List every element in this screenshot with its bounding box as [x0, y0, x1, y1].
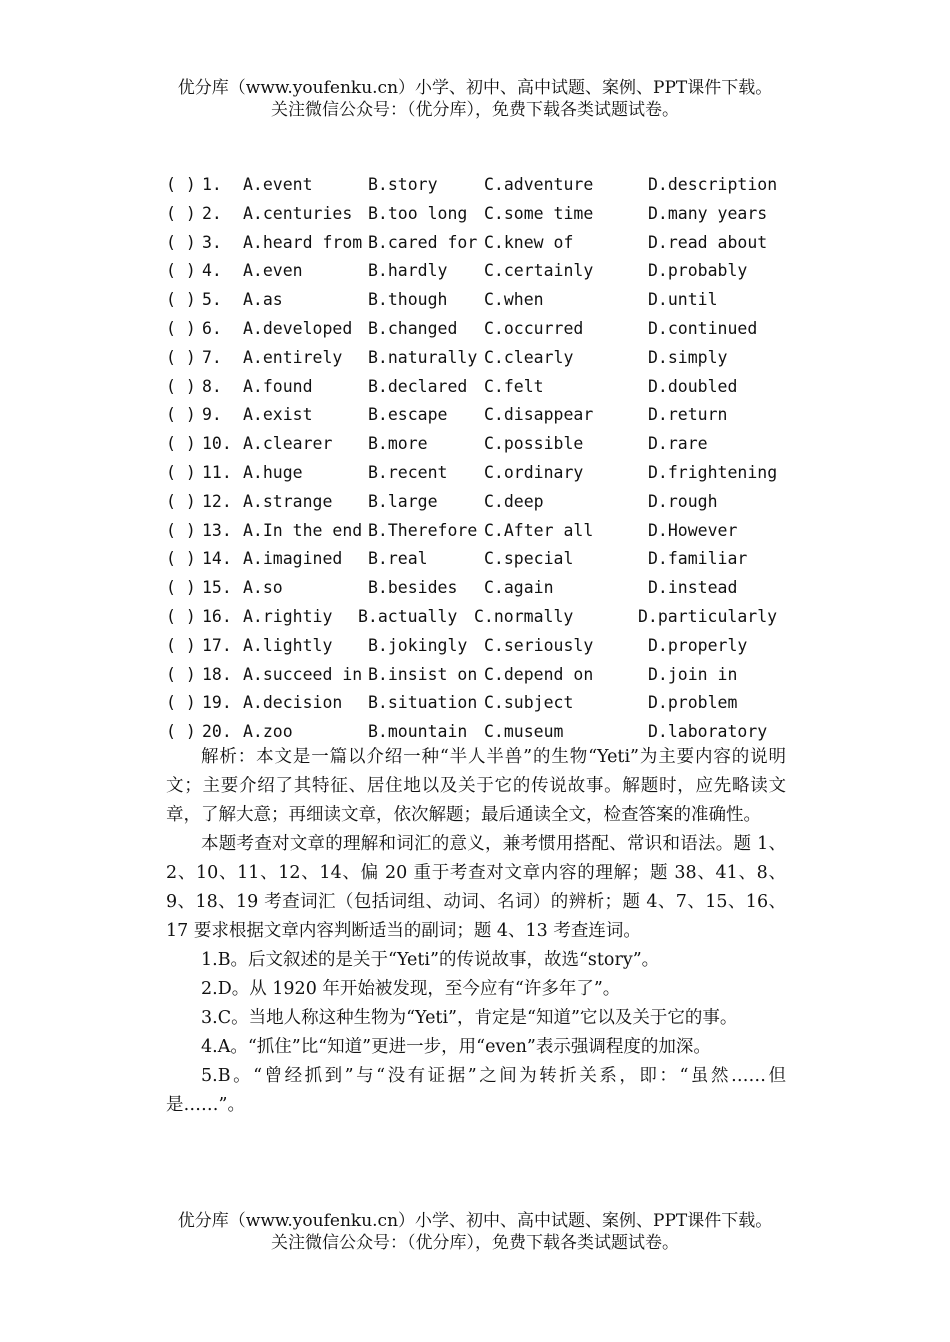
question-row: [166, 661, 786, 690]
question-row: [166, 689, 786, 718]
option-b: B.actually: [358, 606, 458, 626]
question-row: [166, 603, 786, 632]
question-number: 19.: [202, 693, 232, 713]
option-b: B.hardly: [368, 261, 448, 281]
question-row: [166, 517, 786, 546]
option-c: C.normally: [474, 606, 574, 626]
question-number: 1.: [202, 175, 222, 194]
footer-line-1: 优分库（www.youfenku.cn）小学、初中、高中试题、案例、PPT课件下载。: [177, 1211, 773, 1231]
option-a: A.lightly: [243, 635, 333, 655]
answer-blank: ( ): [166, 606, 196, 626]
question-number: 15.: [202, 578, 232, 598]
question-row: [166, 401, 786, 430]
answer-blank: ( ): [166, 405, 196, 425]
option-b: B.more: [368, 434, 428, 454]
question-row: [166, 257, 786, 286]
option-c: C.deep: [484, 491, 544, 511]
option-d: D.probably: [648, 261, 748, 281]
option-a: A.heard from: [243, 232, 363, 252]
answer-3: 3.C。当地人称这种生物为“Yeti”，肯定是“知道”它以及关于它的事。: [201, 1008, 738, 1028]
option-a: A.strange: [243, 491, 333, 511]
answer-4: 4.A。“抓住”比“知道”更进一步，用“even”表示强调程度的加深。: [201, 1037, 711, 1057]
option-b: B.cared for: [368, 232, 478, 252]
question-number: 16.: [202, 606, 232, 626]
question-number: 17.: [202, 635, 232, 655]
page-footer: [0, 1210, 950, 1254]
question-row: [166, 488, 786, 517]
option-a: A.found: [243, 376, 313, 396]
question-number: 12.: [202, 491, 232, 511]
answer-1: 1.B。后文叙述的是关于“Yeti”的传说故事，故选“story”。: [201, 950, 660, 970]
answer-blank: ( ): [166, 318, 196, 338]
option-a: A.exist: [243, 405, 313, 425]
option-c: C.disappear: [484, 405, 594, 425]
question-number: 4.: [202, 261, 222, 281]
page-header: [0, 77, 950, 121]
option-c: C.felt: [484, 376, 544, 396]
option-b: B.story: [368, 175, 438, 194]
answer-blank: ( ): [166, 376, 196, 396]
question-row: [166, 373, 786, 402]
question-number: 9.: [202, 405, 222, 425]
question-number: 7.: [202, 347, 222, 367]
option-c: C.adventure: [484, 175, 594, 194]
answer-blank: ( ): [166, 578, 196, 598]
option-a: A.imagined: [243, 549, 343, 569]
analysis-section: [166, 743, 786, 1120]
option-c: C.depend on: [484, 664, 594, 684]
option-b: B.too long: [368, 203, 468, 223]
question-number: 8.: [202, 376, 222, 396]
question-row: [166, 632, 786, 661]
question-number: 11.: [202, 462, 232, 482]
question-list: [166, 171, 786, 747]
question-row: [166, 286, 786, 315]
option-d: D.read about: [648, 232, 768, 252]
option-c: C.again: [484, 578, 554, 598]
option-c: C.clearly: [484, 347, 574, 367]
option-c: C.when: [484, 290, 544, 310]
answer-blank: ( ): [166, 520, 196, 540]
option-a: A.centuries: [243, 203, 353, 223]
option-d: D.frightening: [648, 462, 778, 482]
answer-blank: ( ): [166, 462, 196, 482]
answer-blank: ( ): [166, 549, 196, 569]
option-a: A.huge: [243, 462, 303, 482]
answer-blank: ( ): [166, 175, 196, 194]
option-d: D.doubled: [648, 376, 738, 396]
option-c: C.subject: [484, 693, 574, 713]
option-d: D.simply: [648, 347, 728, 367]
answer-blank: ( ): [166, 290, 196, 310]
answer-blank: ( ): [166, 722, 196, 742]
option-d: D.laboratory: [648, 722, 768, 742]
option-d: D.description: [648, 175, 778, 194]
answer-blank: ( ): [166, 203, 196, 223]
question-number: 20.: [202, 722, 232, 742]
option-a: A.entirely: [243, 347, 343, 367]
option-c: C.museum: [484, 722, 564, 742]
option-c: C.knew of: [484, 232, 574, 252]
question-row: [166, 315, 786, 344]
answer-blank: ( ): [166, 434, 196, 454]
option-b: B.Therefore: [368, 520, 478, 540]
option-d: D.However: [648, 520, 738, 540]
option-b: B.jokingly: [368, 635, 468, 655]
question-number: 5.: [202, 290, 222, 310]
question-row: [166, 430, 786, 459]
answer-blank: ( ): [166, 664, 196, 684]
option-d: D.properly: [648, 635, 748, 655]
option-b: B.mountain: [368, 722, 468, 742]
option-d: D.rare: [648, 434, 708, 454]
option-a: A.decision: [243, 693, 343, 713]
question-row: [166, 229, 786, 258]
answer-blank: ( ): [166, 347, 196, 367]
option-c: C.occurred: [484, 318, 584, 338]
question-number: 14.: [202, 549, 232, 569]
option-a: A.so: [243, 578, 283, 598]
option-a: A.even: [243, 261, 303, 281]
option-d: D.continued: [648, 318, 758, 338]
answer-blank: ( ): [166, 693, 196, 713]
answer-blank: ( ): [166, 232, 196, 252]
option-b: B.real: [368, 549, 428, 569]
answer-blank: ( ): [166, 491, 196, 511]
question-row: [166, 200, 786, 229]
option-c: C.possible: [484, 434, 584, 454]
option-a: A.In the end: [243, 520, 363, 540]
option-a: A.as: [243, 290, 283, 310]
question-row: [166, 574, 786, 603]
option-c: C.special: [484, 549, 574, 569]
option-d: D.many years: [648, 203, 768, 223]
option-d: D.rough: [648, 491, 718, 511]
question-number: 10.: [202, 434, 232, 454]
question-row: [166, 344, 786, 373]
option-d: D.instead: [648, 578, 738, 598]
analysis-paragraph-1: 解析：本文是一篇以介绍一种“半人半兽”的生物“Yeti”为主要内容的说明文；主要介绍了其特征、居住地以及关于它的传说故事。解题时，应先略读文章，了解大意；再细读文章，依次解题；最后通读全文，检查答案的准确性。: [166, 747, 786, 825]
option-c: C.some time: [484, 203, 594, 223]
option-b: B.insist on: [368, 664, 478, 684]
option-b: B.declared: [368, 376, 468, 396]
option-b: B.besides: [368, 578, 458, 598]
option-b: B.situation: [368, 693, 478, 713]
option-a: A.clearer: [243, 434, 333, 454]
question-number: 13.: [202, 520, 232, 540]
question-number: 18.: [202, 664, 232, 684]
option-b: B.recent: [368, 462, 448, 482]
option-d: D.join in: [648, 664, 738, 684]
option-b: B.large: [368, 491, 438, 511]
question-row: [166, 459, 786, 488]
answer-2: 2.D。从 1920 年开始被发现，至今应有“许多年了”。: [201, 979, 621, 999]
option-c: C.seriously: [484, 635, 594, 655]
option-c: C.After all: [484, 520, 594, 540]
option-a: A.developed: [243, 318, 353, 338]
option-b: B.though: [368, 290, 448, 310]
option-a: A.zoo: [243, 722, 293, 742]
question-row: [166, 171, 786, 200]
option-b: B.naturally: [368, 347, 478, 367]
answer-5: 5.B。“曾经抓到”与“没有证据”之间为转折关系，即：“虽然……但是……”。: [166, 1066, 786, 1115]
answer-blank: ( ): [166, 635, 196, 655]
option-c: C.ordinary: [484, 462, 584, 482]
option-d: D.problem: [648, 693, 738, 713]
header-line-2: 关注微信公众号：（优分库），免费下载各类试题试卷。: [271, 100, 679, 120]
answer-blank: ( ): [166, 261, 196, 281]
option-d: D.return: [648, 405, 728, 425]
analysis-paragraph-2: 本题考查对文章的理解和词汇的意义，兼考惯用搭配、常识和语法。题 1、2、10、11、12、14、偏 20 重于考查对文章内容的理解；题 38、41、8、9、18、19 考查词汇（包括词组、动词、名词）的辨析；题 4、7、15、16、17 要求根据文章内容判断适当的副词；题 4、13 考查连词。: [166, 834, 786, 941]
option-a: A.succeed in: [243, 664, 363, 684]
option-b: B.escape: [368, 405, 448, 425]
question-row: [166, 545, 786, 574]
question-number: 3.: [202, 232, 222, 252]
footer-line-2: 关注微信公众号：（优分库），免费下载各类试题试卷。: [271, 1233, 679, 1253]
question-number: 6.: [202, 318, 222, 338]
option-a: A.event: [243, 175, 313, 194]
option-d: D.particularly: [638, 606, 778, 626]
option-a: A.rightiy: [243, 606, 333, 626]
option-d: D.until: [648, 290, 718, 310]
question-number: 2.: [202, 203, 222, 223]
header-line-1: 优分库（www.youfenku.cn）小学、初中、高中试题、案例、PPT课件下载。: [177, 78, 773, 98]
option-d: D.familiar: [648, 549, 748, 569]
option-b: B.changed: [368, 318, 458, 338]
option-c: C.certainly: [484, 261, 594, 281]
